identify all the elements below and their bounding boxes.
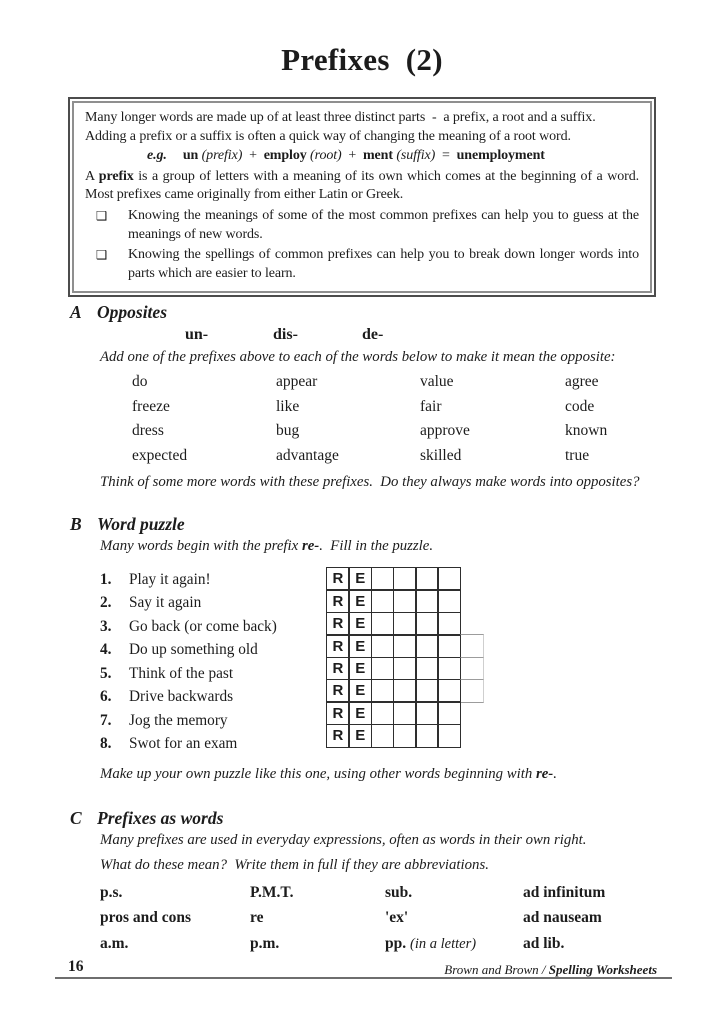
word: do (132, 373, 148, 390)
puzzle-empty-cell (460, 657, 484, 681)
word: code (565, 397, 595, 415)
puzzle-row (326, 634, 484, 658)
section-b-followup (100, 766, 557, 783)
expression: re (250, 909, 264, 927)
word: bug (276, 422, 300, 440)
clue-item (100, 709, 277, 732)
puzzle-empty-cell (437, 634, 461, 658)
expression: a.m. (100, 934, 129, 952)
puzzle-empty-cell (437, 701, 461, 725)
puzzle-row (326, 701, 484, 725)
expression: ad lib. (523, 934, 565, 952)
expression: sub. (385, 884, 413, 901)
example-prefix-tag: (prefix) (201, 148, 243, 164)
puzzle-empty-cell (415, 724, 439, 748)
word: appear (276, 373, 318, 390)
puzzle-empty-cell (415, 612, 439, 636)
bullet-text: Knowing the spellings of common prefixes can help you to break down longer words into parts which are easier to learn. (128, 247, 639, 281)
section-a-heading (70, 302, 167, 323)
section-letter: C (70, 808, 82, 828)
opposites-word-grid (132, 370, 607, 469)
clue-text: Jog the memory (129, 711, 228, 729)
puzzle-empty-cell (371, 589, 395, 613)
puzzle-empty-cell (415, 657, 439, 681)
puzzle-prefill-cell: E (348, 679, 372, 703)
clue-number: 1. (100, 571, 112, 588)
puzzle-empty-cell (393, 657, 417, 681)
clue-number: 3. (100, 617, 112, 635)
intro-box-inner (72, 101, 652, 293)
puzzle-prefill-cell: R (326, 701, 350, 725)
clue-item (100, 662, 277, 685)
clue-number: 7. (100, 711, 112, 729)
expression: ad infinitum (523, 884, 606, 901)
puzzle-empty-cell (393, 589, 417, 613)
expression: ad nauseam (523, 909, 602, 927)
puzzle-grid (326, 567, 484, 748)
expression-with-note (385, 931, 523, 956)
re-prefix: re- (301, 538, 320, 554)
word: skilled (420, 447, 462, 465)
puzzle-empty-cell (371, 612, 395, 636)
footer-divider (55, 977, 672, 979)
puzzle-empty-cell (393, 567, 417, 591)
puzzle-empty-cell (393, 612, 417, 636)
example-result: unemployment (456, 148, 545, 164)
word: approve (420, 422, 470, 440)
clue-item (100, 685, 277, 708)
word: advantage (276, 447, 339, 465)
puzzle-empty-cell (371, 679, 395, 703)
footer-credit (444, 962, 657, 978)
example-line (147, 147, 639, 166)
puzzle-prefill-cell: R (326, 679, 350, 703)
clue-number: 4. (100, 641, 112, 659)
puzzle-prefill-cell: R (326, 634, 350, 658)
puzzle-empty-cell (415, 634, 439, 658)
puzzle-empty-cell (437, 567, 461, 591)
word: like (276, 397, 300, 415)
puzzle-prefill-cell: R (326, 657, 350, 681)
puzzle-clue-list (100, 568, 277, 756)
clue-text: Go back (or come back) (129, 617, 277, 635)
bullet-item (85, 246, 639, 283)
puzzle-empty-cell (437, 724, 461, 748)
puzzle-empty-cell (371, 634, 395, 658)
section-title: Prefixes as words (97, 808, 224, 828)
puzzle-prefill-cell: E (348, 589, 372, 613)
puzzle-prefill-cell: E (348, 701, 372, 725)
puzzle-empty-cell (437, 657, 461, 681)
clue-number: 5. (100, 664, 112, 682)
para-pre: A (85, 168, 99, 184)
puzzle-prefill-cell: E (348, 657, 372, 681)
puzzle-prefill-cell: R (326, 724, 350, 748)
puzzle-empty-cell (437, 612, 461, 636)
puzzle-empty-cell (371, 657, 395, 681)
clue-text: Think of the past (129, 664, 234, 682)
puzzle-row (326, 567, 484, 591)
expression: pros and cons (100, 909, 192, 927)
puzzle-empty-cell (371, 701, 395, 725)
example-plus-1: + (242, 148, 264, 164)
puzzle-empty-cell (437, 679, 461, 703)
intro-line-2: Adding a prefix or a suffix is often a quick way of changing the meaning of a root word. (85, 128, 571, 144)
puzzle-empty-cell (393, 701, 417, 725)
expression: p.s. (100, 884, 123, 901)
word: dress (132, 422, 164, 440)
puzzle-row (326, 589, 484, 613)
puzzle-prefill-cell: E (348, 724, 372, 748)
example-plus-2: + (341, 148, 363, 164)
puzzle-empty-cell (371, 724, 395, 748)
prefix-un: un- (185, 326, 209, 343)
para-keyword: prefix (98, 168, 134, 184)
re-prefix: re- (535, 766, 554, 782)
intro-box (68, 97, 656, 297)
clue-text: Play it again! (129, 571, 211, 588)
example-equals: = (435, 148, 457, 164)
puzzle-prefill-cell: E (348, 612, 372, 636)
expression: pp. (385, 934, 407, 952)
puzzle-empty-cell (415, 589, 439, 613)
expression: 'ex' (385, 909, 409, 927)
clue-text: Say it again (129, 594, 202, 612)
clue-text: Do up something old (129, 641, 258, 659)
section-letter: A (70, 302, 82, 322)
section-c-line-2: What do these mean? Write them in full if they are abbreviations. (100, 857, 489, 873)
intro-line-1: Many longer words are made up of at least three distinct parts - a prefix, a root and a suffix. (85, 110, 596, 125)
square-bullet-icon: ❑ (96, 207, 108, 223)
word: freeze (132, 397, 170, 415)
puzzle-empty-cell (415, 679, 439, 703)
prefix-dis: dis- (273, 326, 298, 343)
bullet-item (85, 207, 639, 244)
example-root: employ (263, 148, 311, 164)
section-b-heading (70, 514, 185, 535)
section-c-line-1: Many prefixes are used in everyday expressions, often as words in their own right. (100, 832, 587, 848)
page-number: 16 (68, 958, 84, 975)
footer-series: Spelling Worksheets (548, 962, 657, 977)
expressions-grid (100, 880, 605, 956)
word: value (420, 373, 454, 390)
expression: p.m. (250, 934, 280, 952)
page-title: Prefixes (2) (281, 42, 443, 77)
puzzle-prefill-cell: E (348, 634, 372, 658)
intro-pre: Many words begin with the prefix (100, 538, 302, 554)
example-suffix-tag: (suffix) (396, 148, 436, 164)
example-prefix: un (182, 148, 202, 164)
section-a-followup: Think of some more words with these prefixes. Do they always make words into opposites? (100, 474, 640, 490)
example-root-tag: (root) (310, 148, 342, 164)
puzzle-prefill-cell: R (326, 589, 350, 613)
expression: P.M.T. (250, 884, 294, 901)
puzzle-empty-cell (415, 701, 439, 725)
intro-paragraph (85, 168, 639, 205)
puzzle-empty-cell (437, 589, 461, 613)
clue-number: 6. (100, 688, 112, 706)
puzzle-row (326, 724, 484, 748)
clue-item (100, 615, 277, 638)
example-suffix: ment (363, 148, 397, 164)
puzzle-empty-cell (393, 634, 417, 658)
clue-text: Swot for an exam (129, 735, 238, 753)
section-b-intro (100, 538, 433, 555)
puzzle-prefill-cell: R (326, 567, 350, 591)
puzzle-prefill-cell: R (326, 612, 350, 636)
clue-item (100, 591, 277, 614)
word: known (565, 422, 608, 440)
followup-pre: Make up your own puzzle like this one, using other words beginning with (100, 766, 536, 782)
puzzle-empty-cell (393, 724, 417, 748)
clue-text: Drive backwards (129, 688, 234, 706)
bullet-text: Knowing the meanings of some of the most common prefixes can help you to guess at the meanings of new words. (128, 207, 639, 242)
puzzle-empty-cell (460, 679, 484, 703)
clue-item (100, 732, 277, 755)
para-post: is a group of letters with a meaning of its own which comes at the beginning of a word. Most prefixes came originally from either Latin or Greek. (85, 168, 639, 203)
intro-post: . Fill in the puzzle. (319, 538, 434, 554)
clue-item (100, 638, 277, 661)
footer-publisher: Brown and Brown / (444, 962, 549, 977)
section-letter: B (70, 514, 82, 534)
section-c-heading (70, 808, 223, 829)
clue-number: 2. (100, 594, 112, 612)
puzzle-prefill-cell: E (348, 567, 372, 591)
followup-post: . (553, 766, 557, 782)
word: fair (420, 397, 442, 415)
puzzle-empty-cell (371, 567, 395, 591)
eg-label: e.g. (147, 148, 167, 164)
puzzle-empty-cell (393, 679, 417, 703)
expression-note: (in a letter) (410, 935, 477, 952)
clue-item (100, 568, 277, 591)
puzzle-empty-cell (460, 634, 484, 658)
puzzle-row (326, 612, 484, 636)
word: expected (132, 447, 188, 465)
section-title: Word puzzle (97, 514, 185, 534)
prefix-de: de- (362, 326, 384, 343)
square-bullet-icon: ❑ (96, 247, 108, 263)
section-a-instruction: Add one of the prefixes above to each of the words below to make it mean the opposite: (100, 349, 616, 365)
puzzle-row (326, 657, 484, 681)
puzzle-empty-cell (415, 567, 439, 591)
puzzle-row (326, 679, 484, 703)
section-title: Opposites (97, 302, 167, 322)
word: true (565, 447, 590, 465)
clue-number: 8. (100, 735, 112, 753)
word: agree (565, 373, 599, 390)
